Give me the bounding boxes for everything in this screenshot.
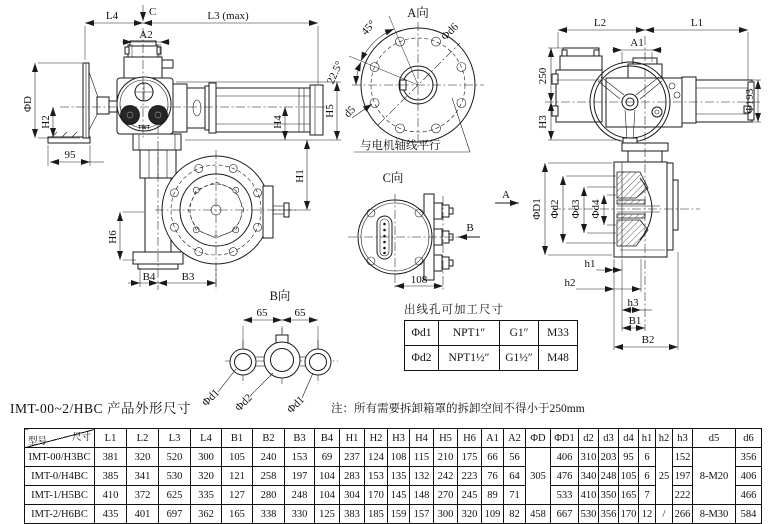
spec-cell: 410 [95, 486, 127, 505]
outlet-cell: M33 [539, 321, 578, 346]
spec-cell: 165 [619, 486, 639, 505]
spec-cell: 625 [159, 486, 191, 505]
col-header: H4 [410, 429, 434, 448]
dim-label-b3: B3 [181, 271, 195, 283]
dim-label-h2s: h2 [564, 277, 576, 289]
spec-cell: 7 [639, 486, 656, 505]
c-view [348, 171, 519, 290]
spec-cell: 170 [619, 505, 639, 524]
spec-cell: 350 [599, 486, 619, 505]
spec-cell: 304 [340, 486, 365, 505]
spec-cell: 153 [285, 448, 315, 467]
dim-label-phid4: Φd4 [590, 199, 602, 219]
spec-cell: 356 [599, 505, 619, 524]
spec-cell: 132 [410, 467, 434, 486]
spec-cell: 159 [388, 505, 410, 524]
col-header: d2 [579, 429, 599, 448]
spec-cell: 64 [504, 467, 526, 486]
outlet-cell: Φd2 [405, 346, 439, 371]
spec-cell: 248 [285, 486, 315, 505]
dim-label-phid2: Φd2 [232, 391, 255, 414]
spec-row [25, 448, 762, 467]
spec-table [24, 428, 762, 524]
view-b-title: B向 [269, 289, 291, 303]
dim-label-h6: H6 [107, 230, 119, 244]
spec-cell: 466 [736, 486, 762, 505]
spec-cell: 175 [458, 448, 482, 467]
dim-label-b1: B1 [628, 315, 642, 327]
spec-table-wrap [24, 428, 762, 524]
spec-cell: 203 [599, 448, 619, 467]
model-name: IMT-2/H6BC [25, 505, 95, 524]
page-note: 注：所有需要拆卸箱罩的拆卸空间不得小于250mm [331, 403, 585, 415]
dim-label-h1s: h1 [584, 258, 596, 270]
spec-cell: 104 [315, 467, 340, 486]
outlet-cell: NPT1″ [439, 321, 500, 346]
spec-cell: 145 [388, 486, 410, 505]
spec-cell: 435 [95, 505, 127, 524]
dim-label-h3cap: H3 [537, 115, 549, 129]
spec-cell: 197 [673, 467, 693, 486]
dim-label-b2: B2 [641, 334, 655, 346]
spec-cell: 125 [315, 505, 340, 524]
dim-label-d5: d5 [341, 103, 359, 121]
control-knob-left [121, 106, 140, 125]
dim-label-225deg: 22.5° [324, 59, 346, 86]
dim-label-h3s: h3 [627, 297, 639, 309]
spec-cell: 82 [504, 505, 526, 524]
spec-cell: 222 [673, 486, 693, 505]
dim-label-a1: A1 [630, 37, 644, 49]
col-header: ΦD [526, 429, 551, 448]
spec-cell: 66 [482, 448, 504, 467]
page-title: IMT-00~2/HBC 产品外形尺寸 [10, 401, 191, 416]
col-header: d3 [599, 429, 619, 448]
spec-cell: 6 [639, 448, 656, 467]
col-header: h1 [639, 429, 656, 448]
spec-cell: 270 [434, 486, 458, 505]
spec-cell: 330 [285, 505, 315, 524]
view-c-title: C向 [382, 171, 404, 185]
spec-cell: 320 [127, 448, 159, 467]
cable-gland [434, 203, 453, 219]
view-b-arrow-label: B [466, 222, 474, 234]
dim-label-phid1-right: Φd1 [284, 393, 307, 416]
dim-label-h2: H2 [40, 115, 52, 129]
col-header: L3 [159, 429, 191, 448]
dim-label-65b: 65 [294, 307, 306, 319]
outlet-table-title: 出线孔可加工尺寸 [404, 304, 504, 316]
spec-cell: 71 [504, 486, 526, 505]
a-view [325, 6, 484, 152]
spec-cell: 115 [410, 448, 434, 467]
dim-label-l3: L3 (max) [207, 10, 249, 22]
spec-cell: 76 [482, 467, 504, 486]
spec-cell: 170 [365, 486, 388, 505]
spec-cell: 584 [736, 505, 762, 524]
dim-label-phid3: Φd3 [570, 199, 582, 219]
spec-cell: 109 [482, 505, 504, 524]
spec-cell: 381 [95, 448, 127, 467]
spec-cell: 356 [736, 448, 762, 467]
a-view-note: 与电机轴线平行 [360, 140, 441, 152]
spec-cell: 185 [365, 505, 388, 524]
b-view [200, 289, 338, 416]
model-name: IMT-1/H5BC [25, 486, 95, 505]
side-view [22, 5, 341, 290]
spec-cell: 127 [222, 486, 253, 505]
spec-cell: 266 [673, 505, 693, 524]
col-header: d6 [736, 429, 762, 448]
spec-row [25, 505, 762, 524]
model-name: IMT-00/H3BC [25, 448, 95, 467]
spec-cell: 152 [673, 448, 693, 467]
view-a-arrow [495, 189, 519, 203]
col-header: d4 [619, 429, 639, 448]
view-a-title: A向 [407, 6, 429, 20]
spec-cell: 533 [551, 486, 579, 505]
spec-cell: 8-M20 [693, 448, 736, 505]
spec-cell: 406 [736, 467, 762, 486]
outlet-cell: G1½″ [500, 346, 539, 371]
col-header: ΦD1 [551, 429, 579, 448]
dim-label-phid6: Φd6 [438, 20, 461, 43]
spec-cell: 237 [340, 448, 365, 467]
spec-cell: 153 [365, 467, 388, 486]
col-header: H3 [388, 429, 410, 448]
spec-cell: 372 [127, 486, 159, 505]
spec-cell: 458 [526, 505, 551, 524]
spec-cell: 341 [127, 467, 159, 486]
spec-cell: 340 [579, 467, 599, 486]
model-name: IMT-0/H4BC [25, 467, 95, 486]
spec-cell: 223 [458, 467, 482, 486]
outlet-cell: G1″ [500, 321, 539, 346]
col-header: B3 [285, 429, 315, 448]
spec-cell: 258 [253, 467, 285, 486]
spec-cell: / [656, 505, 673, 524]
spec-cell: 69 [315, 448, 340, 467]
dim-label-95: 95 [64, 149, 76, 161]
col-header: B2 [253, 429, 285, 448]
spec-cell: 385 [95, 467, 127, 486]
spec-cell: 56 [504, 448, 526, 467]
col-header: L4 [191, 429, 222, 448]
spec-cell: 95 [619, 448, 639, 467]
spec-cell: 89 [482, 486, 504, 505]
table-row [405, 346, 578, 371]
spec-cell: 108 [388, 448, 410, 467]
spec-cell: 210 [434, 448, 458, 467]
spec-cell: 697 [159, 505, 191, 524]
col-header: A2 [504, 429, 526, 448]
spec-row [25, 486, 762, 505]
cable-gland [434, 255, 453, 271]
spec-cell: 245 [458, 486, 482, 505]
dim-label-65a: 65 [256, 307, 268, 319]
spec-cell: 240 [253, 448, 285, 467]
dim-label-phid2: Φd2 [549, 199, 561, 219]
view-a-arrow-label: A [502, 189, 510, 201]
dim-label-250: 250 [537, 67, 549, 85]
col-header: B1 [222, 429, 253, 448]
dim-label-b4: B4 [142, 271, 156, 283]
outlet-cell: Φd1 [405, 321, 439, 346]
dim-label-phi193: Φ193 [744, 88, 756, 114]
col-header: h2 [656, 429, 673, 448]
spec-cell: 8-M30 [693, 505, 736, 524]
dim-label-phid: ΦD [22, 96, 34, 112]
spec-cell: 520 [159, 448, 191, 467]
control-knob-right [149, 106, 168, 125]
brand-logo: TWT [138, 125, 150, 131]
spec-cell: 280 [253, 486, 285, 505]
col-header: L2 [127, 429, 159, 448]
spec-cell: 242 [434, 467, 458, 486]
col-header: H5 [434, 429, 458, 448]
spec-cell: 157 [410, 505, 434, 524]
dim-label-phid1-left: Φd1 [199, 386, 222, 409]
spec-cell: 165 [222, 505, 253, 524]
spec-cell: 6 [639, 467, 656, 486]
dim-label-phiD1: ΦD1 [531, 198, 543, 220]
spec-cell: 310 [579, 448, 599, 467]
dim-label-45deg: 45° [359, 18, 379, 38]
spec-cell: 124 [365, 448, 388, 467]
col-header: B4 [315, 429, 340, 448]
col-header: A1 [482, 429, 504, 448]
dim-label-a2: A2 [139, 29, 153, 41]
spec-cell: 197 [285, 467, 315, 486]
spec-cell: 410 [579, 486, 599, 505]
col-header: H2 [365, 429, 388, 448]
spec-cell: 383 [340, 505, 365, 524]
spec-cell: 530 [579, 505, 599, 524]
spec-cell: 320 [458, 505, 482, 524]
spec-cell: 104 [315, 486, 340, 505]
col-header: H6 [458, 429, 482, 448]
spec-cell: 148 [410, 486, 434, 505]
dim-label-l2: L2 [593, 17, 607, 29]
spec-cell: 121 [222, 467, 253, 486]
spec-cell: 300 [191, 448, 222, 467]
spec-cell: 667 [551, 505, 579, 524]
outlet-hole-table [404, 301, 578, 371]
spec-cell: 12 [639, 505, 656, 524]
header-row [25, 429, 762, 448]
dim-label-h5: H5 [324, 104, 336, 118]
outlet-cell: M48 [539, 346, 578, 371]
spec-cell: 338 [253, 505, 285, 524]
spec-cell: 320 [191, 467, 222, 486]
outlet-cell: NPT1½″ [439, 346, 500, 371]
spec-cell: 362 [191, 505, 222, 524]
view-b-arrow [458, 222, 480, 237]
spec-cell: 135 [388, 467, 410, 486]
dim-label-h4: H4 [272, 115, 284, 129]
col-header: h3 [673, 429, 693, 448]
spec-cell: 25 [656, 448, 673, 505]
dim-label-l1: L1 [690, 17, 704, 29]
col-header: H1 [340, 429, 365, 448]
spec-cell: 401 [127, 505, 159, 524]
spec-cell: 335 [191, 486, 222, 505]
dim-label-h1: H1 [294, 169, 306, 183]
table-row [405, 321, 578, 346]
spec-cell: 105 [222, 448, 253, 467]
spec-cell: 406 [551, 448, 579, 467]
spec-row [25, 467, 762, 486]
spec-cell: 476 [551, 467, 579, 486]
col-header: L1 [95, 429, 127, 448]
dim-label-l4: L4 [105, 10, 119, 22]
dim-label-108: 108 [410, 274, 428, 286]
dim-label-c: C [149, 6, 157, 18]
spec-cell: 283 [340, 467, 365, 486]
col-header: d5 [693, 429, 736, 448]
spec-cell: 530 [159, 467, 191, 486]
spec-cell: 305 [526, 448, 551, 505]
spec-cell: 105 [619, 467, 639, 486]
corner-header: 尺寸 型号 [25, 429, 95, 448]
spec-cell: 300 [434, 505, 458, 524]
spec-cell: 248 [599, 467, 619, 486]
